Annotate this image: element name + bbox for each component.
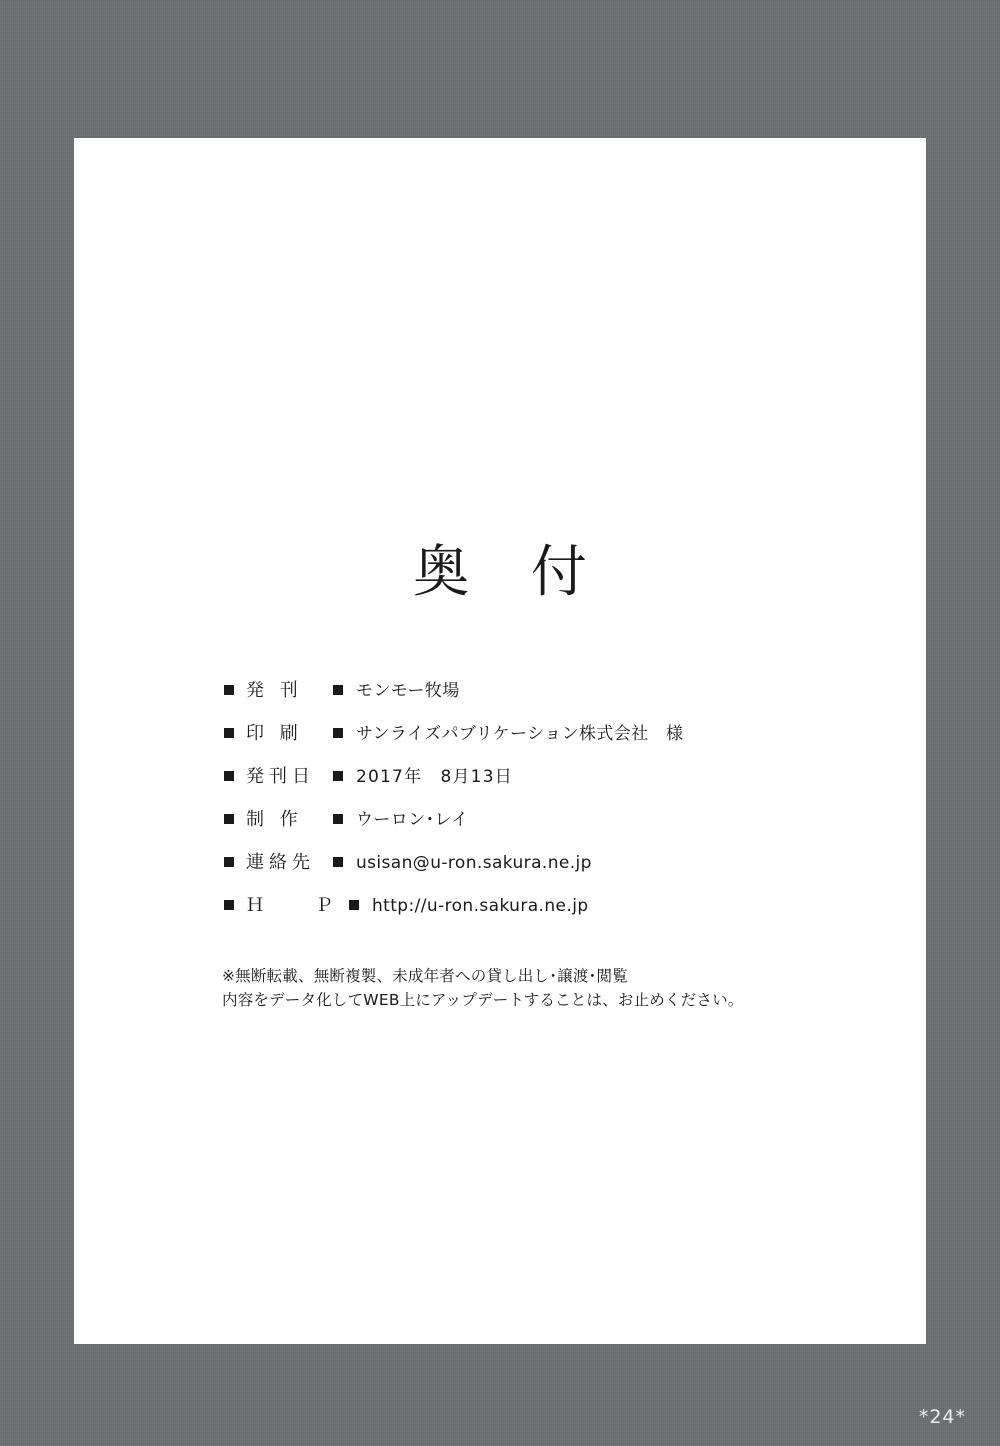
square-bullet-icon <box>333 771 343 781</box>
colophon-label: Ｈ Ｐ <box>246 895 338 916</box>
square-bullet-icon <box>349 900 359 910</box>
colophon-info-list <box>74 608 926 917</box>
square-bullet-icon <box>224 771 234 781</box>
colophon-label: 制 作 <box>246 809 303 830</box>
colophon-value: モンモー牧場 <box>356 681 460 701</box>
colophon-page <box>74 138 926 1344</box>
list-item <box>224 762 926 788</box>
copyright-notice <box>74 934 926 1012</box>
list-item <box>224 676 926 702</box>
colophon-value: サンライズパブリケーション株式会社 様 <box>356 724 684 744</box>
square-bullet-icon <box>224 900 234 910</box>
page-number: *24* <box>918 1406 966 1428</box>
square-bullet-icon <box>333 685 343 695</box>
list-item <box>224 719 926 745</box>
square-bullet-icon <box>333 728 343 738</box>
square-bullet-icon <box>224 685 234 695</box>
square-bullet-icon <box>224 728 234 738</box>
colophon-value: ウーロン･レイ <box>356 810 469 830</box>
list-item <box>224 848 926 874</box>
page-title: 奥 付 <box>413 540 609 605</box>
contact-email: usisan@u-ron.sakura.ne.jp <box>356 853 592 873</box>
square-bullet-icon <box>224 814 234 824</box>
square-bullet-icon <box>333 857 343 867</box>
colophon-value: 2017年 8月13日 <box>356 767 513 787</box>
colophon-label: 連絡先 <box>246 852 315 873</box>
colophon-label: 印 刷 <box>246 723 303 744</box>
homepage-url: http://u-ron.sakura.ne.jp <box>372 896 589 916</box>
square-bullet-icon <box>333 814 343 824</box>
colophon-label: 発 刊 <box>246 680 303 701</box>
list-item <box>224 805 926 831</box>
square-bullet-icon <box>224 857 234 867</box>
notice-line-2: 内容をデータ化してWEB上にアップデートすることは、お止めください。 <box>222 991 744 1010</box>
colophon-label: 発刊日 <box>246 766 315 787</box>
notice-line-1: ※無断転載、無断複製、未成年者への貸し出し･譲渡･閲覧 <box>222 967 628 985</box>
list-item <box>224 891 926 917</box>
